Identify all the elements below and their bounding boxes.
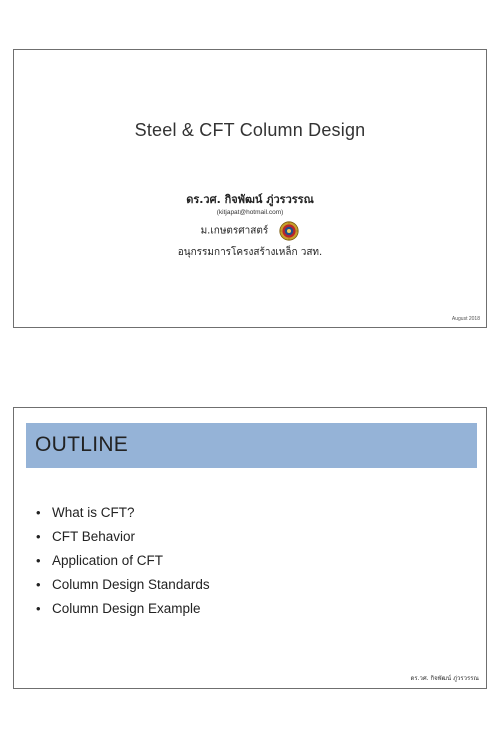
bullet-icon: • bbox=[36, 577, 41, 592]
author-email: (kitjapat@hotmail.com) bbox=[216, 209, 284, 216]
author-name: ดร.วศ. กิจพัฒน์ ภู่วรวรรณ bbox=[186, 193, 314, 206]
title-slide bbox=[13, 49, 487, 328]
bullet-icon: • bbox=[36, 553, 41, 568]
list-item-label: Column Design Standards bbox=[52, 577, 210, 592]
list-item bbox=[36, 597, 210, 621]
outline-slide bbox=[13, 407, 487, 689]
list-item bbox=[36, 549, 210, 573]
list-item-label: Application of CFT bbox=[52, 553, 164, 568]
outline-heading: OUTLINE bbox=[35, 433, 129, 456]
list-item-label: What is CFT? bbox=[52, 505, 135, 520]
bullet-icon: • bbox=[36, 601, 41, 616]
slide-date: August 2018 bbox=[451, 316, 480, 322]
university-line bbox=[14, 221, 486, 241]
list-item bbox=[36, 501, 210, 525]
committee-line: อนุกรรมการโครงสร้างเหล็ก วสท. bbox=[177, 247, 323, 258]
slide-footer-author: ดร.วศ. กิจพัฒน์ ภู่วรวรรณ bbox=[410, 675, 479, 682]
university-name: ม.เกษตรศาสตร์ bbox=[200, 225, 269, 237]
outline-list bbox=[36, 501, 210, 621]
slide-title: Steel & CFT Column Design bbox=[134, 120, 366, 140]
bullet-icon: • bbox=[36, 505, 41, 520]
list-item bbox=[36, 525, 210, 549]
list-item-label: CFT Behavior bbox=[52, 529, 136, 544]
ku-seal-icon bbox=[279, 221, 299, 241]
bullet-icon: • bbox=[36, 529, 41, 544]
list-item bbox=[36, 573, 210, 597]
outline-header-bar bbox=[26, 423, 477, 468]
list-item-label: Column Design Example bbox=[52, 601, 201, 616]
